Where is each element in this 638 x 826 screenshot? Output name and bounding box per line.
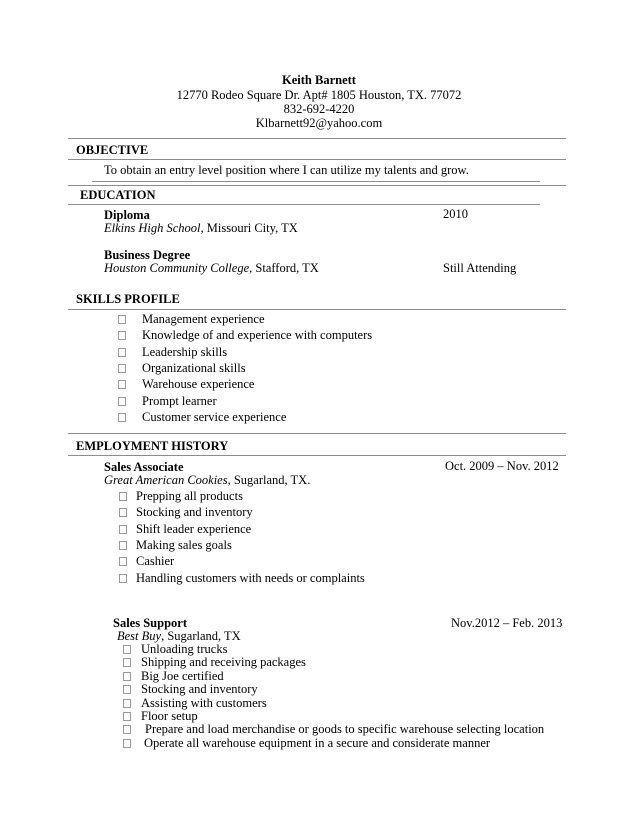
education-school-line [104,261,319,276]
education-heading: EDUCATION [80,188,156,202]
bullet-box-icon [118,380,126,389]
job-company: Great American Cookies, [104,473,231,487]
bullet-box-icon [123,725,131,734]
address: 12770 Rodeo Square Dr. Apt# 1805 Houston, TX. 77072 [176,88,462,102]
list-item [119,489,243,504]
skills-heading: SKILLS PROFILE [76,292,180,306]
list-item-text: Management experience [142,312,265,326]
education-location: Stafford, TX [252,261,319,275]
education-school: Elkins High School, [104,221,204,235]
bullet-box-icon [119,557,127,566]
bullet-box-icon [123,699,131,708]
job-location: Sugarland, TX. [230,473,311,487]
objective-heading: OBJECTIVE [76,143,149,157]
list-item [118,360,246,376]
list-item [118,344,228,360]
divider [92,181,540,182]
divider [68,455,566,456]
bullet-box-icon [118,364,126,373]
list-item [118,312,265,327]
email: Klbarnett92@yahoo.com [255,116,383,130]
list-item [119,554,175,569]
bullet-box-icon [119,525,127,534]
list-item-text: Organizational skills [142,360,246,375]
bullet-box-icon [118,413,126,422]
list-item-text: Stocking and inventory [141,682,258,697]
divider [68,433,566,434]
list-item [119,505,253,520]
job-title: Sales Support [113,616,187,630]
employment-heading: EMPLOYMENT HISTORY [76,439,229,453]
bullet-box-icon [123,739,131,748]
education-school: Houston Community College, [104,261,253,275]
list-item-text: Floor setup [141,709,198,723]
divider [68,159,566,160]
education-date: 2010 [443,207,468,221]
bullet-box-icon [118,397,126,406]
education-location: Missouri City, TX [203,221,298,235]
list-item-text: Shift leader experience [136,521,252,536]
bullet-box-icon [119,541,127,550]
job-location: , Sugarland, TX [161,629,241,643]
bullet-box-icon [123,658,131,667]
education-school-line [104,221,298,236]
list-item-text: Handling customers with needs or complaints [136,570,365,585]
list-item-text: Unloading trucks [141,642,228,656]
education-degree: Diploma [104,208,150,222]
list-item-text: Warehouse experience [142,377,255,392]
job-dates: Oct. 2009 – Nov. 2012 [445,459,559,473]
candidate-name: Keith Barnett [282,73,356,87]
list-item [118,409,287,425]
list-item-text: Shipping and receiving packages [141,655,306,670]
job-company: Best Buy [117,629,162,643]
list-item [118,393,217,409]
job-dates: Nov.2012 – Feb. 2013 [451,616,563,630]
list-item-text: Making sales goals [136,537,232,552]
divider [68,309,566,310]
bullet-box-icon [119,492,127,501]
list-item-text: Assisting with customers [141,695,267,710]
list-item [118,328,373,343]
list-item-text: Prompt learner [142,393,217,408]
bullet-box-icon [123,672,131,681]
list-item-text: Operate all warehouse equipment in a secure and considerate manner [144,735,491,750]
divider [68,138,566,139]
list-item [119,570,365,586]
education-degree: Business Degree [104,248,191,262]
bullet-box-icon [119,574,127,583]
phone: 832-692-4220 [283,102,355,116]
list-item-text: Prepping all products [136,489,243,503]
bullet-box-icon [123,645,131,654]
objective-text: To obtain an entry level position where I can utilize my talents and grow. [104,163,469,177]
divider [68,204,540,205]
list-item [123,735,491,751]
list-item-text: Knowledge of and experience with computers [142,328,373,343]
list-item-text: Leadership skills [142,344,228,359]
job-company-line [104,473,310,488]
bullet-box-icon [118,348,126,357]
list-item-text: Stocking and inventory [136,505,253,520]
list-item [118,377,255,392]
education-date: Still Attending [443,261,517,275]
bullet-box-icon [123,712,131,721]
bullet-box-icon [119,508,127,517]
list-item-text: Customer service experience [142,409,287,424]
bullet-box-icon [123,685,131,694]
list-item-text: Prepare and load merchandise or goods to specific warehouse selecting location [145,722,545,737]
bullet-box-icon [118,331,126,340]
job-title: Sales Associate [104,460,184,474]
list-item [119,521,252,537]
divider [68,185,566,186]
list-item-text: Cashier [136,554,175,569]
list-item-text: Big Joe certified [141,668,224,683]
list-item [119,537,232,553]
bullet-box-icon [118,315,126,324]
